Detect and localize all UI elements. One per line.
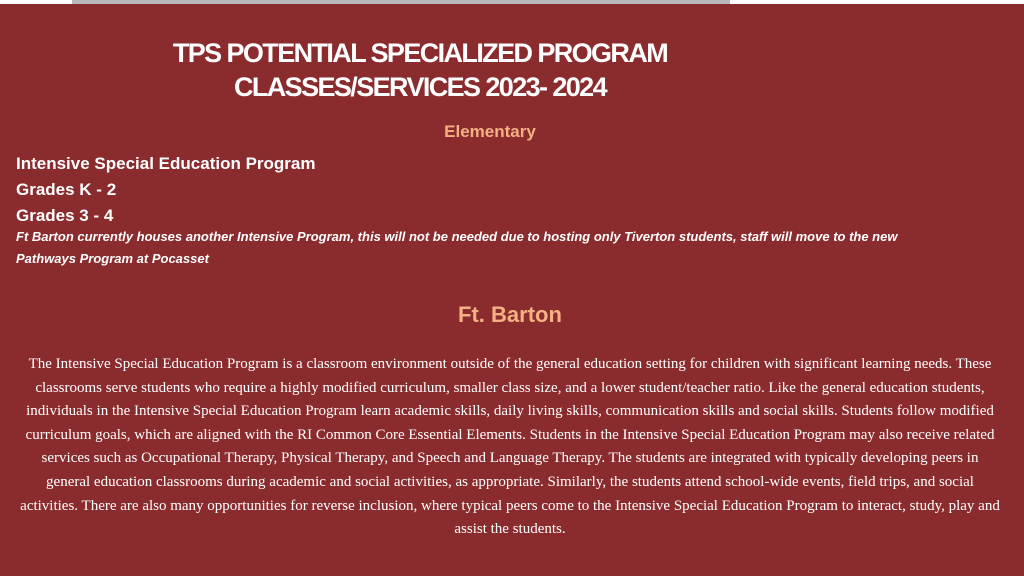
level-subtitle: Elementary [444,122,536,141]
school-name: Ft. Barton [458,302,562,327]
program-description: The Intensive Special Education Program is a classroom environment outside of the general education setting for children with significant learning needs. These classrooms serve students who require a highly modified curriculum, smaller class size, and a lower student/teacher ratio. Like the general education students, individuals in the Intensive Special Education Program learn academic skills, daily living skills, communication skills and social skills. Students follow modified curriculum goals, which are aligned with the RI Common Core Essential Elements. Students in the Intensive Special Education Program may also receive related services such as Occupational Therapy, Physical Therapy, and Speech and Language Therapy. The students are integrated with typically developing peers in general education classrooms during academic and social activities, as appropriate. Similarly, the students attend school-wide events, field trips, and social activities. There are also many opportunities for reverse inclusion, where typical peers come to the Intensive Special Education Program to interact, study, play and assist the students. [20,356,1000,538]
slide-title [0,36,840,104]
program-name: Intensive Special Education Program [16,154,316,173]
program-info [16,151,315,229]
program-note: Ft Barton currently houses another Intensive Program, this will not be needed due to hosting only Tiverton students, staff will move to the new Pathways Program at Pocasset [16,229,898,266]
slide-title-line-2: CLASSES/SERVICES 2023- 2024 [233,72,606,102]
slide [0,4,1024,576]
grades-k-2: Grades K - 2 [16,180,117,199]
slide-title-line-1: TPS POTENTIAL SPECIALIZED PROGRAM [172,38,668,68]
grades-3-4: Grades 3 - 4 [16,206,114,225]
